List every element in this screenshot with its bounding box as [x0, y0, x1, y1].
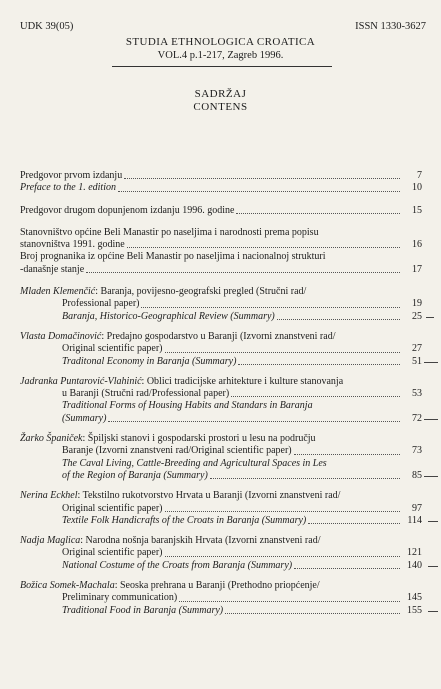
udk-code: UDK 39(05) [20, 21, 74, 32]
toc-article-title: Jadranka Puntarović-Vlahinić: Oblici tradicijske arhitekture i kulture stanovanja [20, 375, 344, 387]
issn-code: ISSN 1330-3627 [355, 21, 426, 32]
toc-title: Preface to the 1. edition [20, 182, 116, 194]
toc-page: 72 [412, 412, 422, 424]
leader-dots [277, 319, 400, 320]
leader-dots [236, 213, 400, 214]
toc-article-title: Nadja Maglica: Narodna nošnja baranjskih Hrvata (Izvorni znanstveni rad/ [20, 535, 321, 547]
toc-entry: Baranje (Izvorni znanstveni rad/Original scientific paper) 73 [62, 445, 422, 457]
toc-page: 15 [412, 204, 422, 216]
leader-dots [294, 454, 400, 455]
pen-mark [428, 611, 438, 612]
table-of-contents [20, 170, 422, 617]
toc-page: 27 [412, 343, 422, 355]
leader-dots [308, 523, 400, 524]
toc-page: 17 [412, 263, 422, 275]
toc-title: Stanovništvo općine Beli Manastir po naseljima i narodnosti prema popisu [20, 226, 319, 238]
toc-entry [20, 170, 422, 182]
toc-entry: Traditonal Economy in Baranja (Summary) 51 [20, 356, 422, 368]
toc-author: Nadja Maglica [20, 535, 81, 547]
leader-dots [86, 272, 400, 273]
toc-page: 155 [407, 604, 422, 616]
toc-article-title: Nerina Eckhel: Tekstilno rukotvorstvo Hrvata u Baranji (Izvorni znanstveni rad/ [20, 490, 341, 502]
toc-page: 97 [412, 502, 422, 514]
toc-author: Vlasta Domačinović [20, 330, 102, 342]
toc-title-cont: stanovništva 1991. godine [20, 239, 125, 251]
header-rule [112, 66, 332, 67]
leader-dots [294, 568, 400, 569]
toc-page: 10 [412, 182, 422, 194]
toc-page: 140 [407, 559, 422, 571]
toc-entry: Original scientific paper) 97 [62, 502, 422, 514]
toc-entry: Traditional Food in Baranja (Summary) 155 [20, 605, 422, 617]
pen-mark [426, 317, 434, 318]
toc-entry: of the Region of Baranja (Summary) 85 [20, 470, 422, 482]
leader-dots [165, 352, 400, 353]
toc-page: 53 [412, 388, 422, 400]
leader-dots [165, 511, 400, 512]
journal-title: STUDIA ETHNOLOGICA CROATICA [125, 36, 316, 48]
toc-article-title: Mladen Klemenčić: Baranja, povijesno-geografski pregled (Stručni rad/ [20, 286, 307, 298]
leader-dots [127, 247, 400, 248]
contents-heading-hr: SADRŽAJ [194, 88, 247, 100]
toc-entry: Baranja, Historico-Geographical Review (Summary) 25 [20, 311, 422, 323]
toc-entry [20, 239, 422, 251]
toc-summary-title: The Caval Living, Cattle-Breeding and Agricultural Spaces in Les [62, 457, 327, 469]
pen-mark [424, 362, 438, 363]
pen-mark [424, 476, 438, 477]
toc-entry: Original scientific paper) 27 [62, 343, 422, 355]
toc-page: 7 [417, 170, 422, 181]
toc-title: Predgovor prvom izdanju [20, 170, 123, 181]
leader-dots [108, 421, 400, 422]
toc-entry [20, 264, 422, 276]
toc-author: Žarko Španiček [20, 433, 83, 445]
toc-entry: Professional paper) 19 [62, 298, 422, 310]
toc-page: 51 [412, 355, 422, 367]
leader-dots [165, 556, 400, 557]
toc-entry: National Costume of the Croats from Baranja (Summary) 140 [20, 560, 422, 572]
toc-author: Jadranka Puntarović-Vlahinić [20, 375, 142, 387]
toc-entry [20, 182, 422, 194]
toc-author: Božica Somek-Machala [20, 580, 115, 592]
toc-page: 145 [407, 592, 422, 604]
leader-dots [179, 601, 400, 602]
toc-page: 121 [407, 547, 422, 559]
leader-dots [141, 307, 400, 308]
toc-entry: Textile Folk Handicrafts of the Croats in Baranja (Summary) 114 [20, 515, 422, 527]
toc-entry: Preliminary communication) 145 [62, 592, 422, 604]
toc-entry: u Baranji (Stručni rad/Professional paper) 53 [62, 388, 422, 400]
volume-info: VOL.4 p.1-217, Zagreb 1996. [157, 50, 284, 61]
toc-page: 85 [412, 469, 422, 481]
toc-page: 114 [407, 514, 422, 526]
leader-dots [210, 478, 400, 479]
toc-page: 19 [412, 298, 422, 310]
toc-page: 25 [412, 310, 422, 322]
pen-mark [428, 566, 438, 567]
toc-article-title: Žarko Španiček: Špiljski stanovi i gospodarski prostori u lesu na području [20, 433, 316, 445]
toc-summary-title: Traditional Forms of Housing Habits and Standars in Baranja [62, 400, 313, 412]
leader-dots [231, 396, 400, 397]
pen-mark [428, 521, 438, 522]
leader-dots [124, 178, 400, 179]
toc-title-cont: -današnje stanje [20, 263, 85, 275]
toc-page: 16 [412, 239, 422, 251]
toc-article-title: Božica Somek-Machala: Seoska prehrana u Baranji (Prethodno priopćenje/ [20, 580, 320, 592]
contents-heading-en: CONTENS [193, 101, 248, 113]
toc-author: Mladen Klemenčić [20, 286, 96, 298]
toc-entry: Original scientific paper) 121 [62, 547, 422, 559]
leader-dots [118, 191, 400, 192]
leader-dots [238, 364, 400, 365]
toc-page: 73 [412, 445, 422, 457]
toc-title: Predgovor drugom dopunjenom izdanju 1996. godine [20, 204, 235, 216]
pen-mark [424, 419, 438, 420]
toc-entry [20, 205, 422, 217]
toc-author: Nerina Eckhel [20, 490, 78, 502]
leader-dots [225, 613, 400, 614]
toc-article-title: Vlasta Domačinović: Predajno gospodarstvo u Baranji (Izvorni znanstveni rad/ [20, 330, 336, 342]
toc-title: Broj prognanika iz općine Beli Manastir po naseljima i nacionalnoj strukturi [20, 251, 326, 263]
toc-entry: (Summary) 72 [20, 413, 422, 425]
